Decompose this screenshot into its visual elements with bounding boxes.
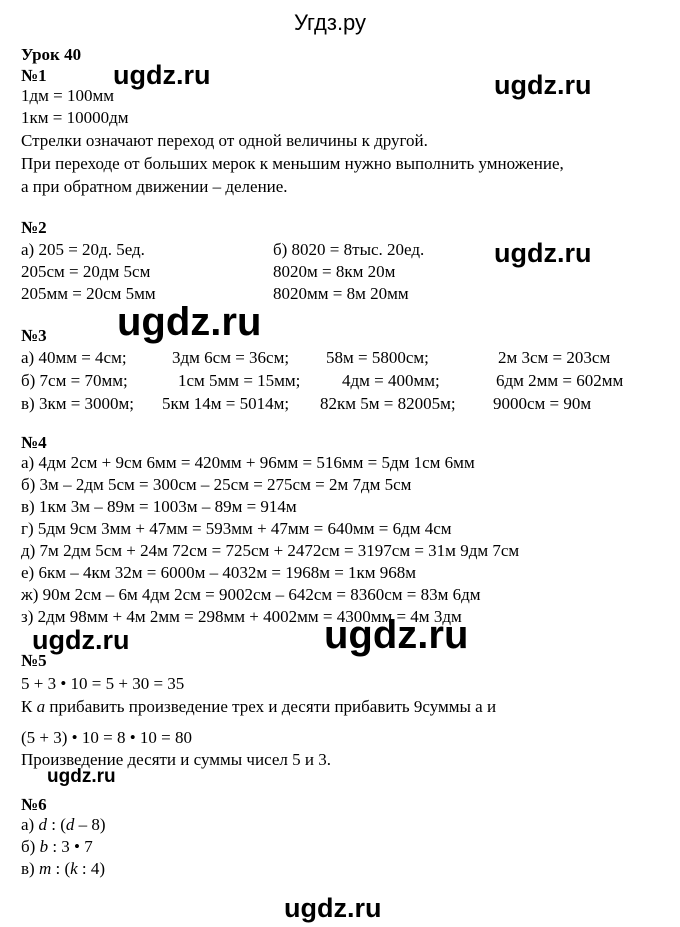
watermark: ugdz.ru xyxy=(324,613,469,657)
task-6-number: №6 xyxy=(21,795,47,814)
task-2-right: 8020м = 8км 20м xyxy=(273,262,396,281)
task-3-cell: а) 40мм = 4см; xyxy=(21,348,127,367)
variable-d: d xyxy=(65,815,75,834)
task-4-line: е) 6км – 4км 32м = 6000м – 4032м = 1968м = 1км 968м xyxy=(21,563,417,582)
task-5-text: прибавить произведение трех и десяти прибавить 9суммы а и xyxy=(45,697,497,716)
task-3-cell: 4дм = 400мм; xyxy=(342,371,440,390)
watermark: ugdz.ru xyxy=(117,300,262,344)
task-5-line: (5 + 3) • 10 = 8 • 10 = 80 xyxy=(21,728,192,747)
task-2-left: 205см = 20дм 5см xyxy=(21,262,151,281)
watermark: ugdz.ru xyxy=(494,70,592,100)
task-3-cell: 6дм 2мм = 602мм xyxy=(496,371,624,390)
item-label: а) xyxy=(21,815,39,834)
variable-b: b xyxy=(39,837,49,856)
task-6-item-a xyxy=(21,815,106,835)
item-label: б) xyxy=(21,837,40,856)
variable-a: a xyxy=(36,697,46,716)
expression-part: : 3 • 7 xyxy=(48,837,93,856)
site-title: Угдз.ру xyxy=(294,10,367,35)
task-4-line: ж) 90м 2см – 6м 4дм 2см = 9002см – 642см = 8360см = 83м 6дм xyxy=(21,585,481,604)
expression-part: – 8) xyxy=(74,815,106,834)
task-4-line: г) 5дм 9см 3мм + 47мм = 593мм + 47мм = 640мм = 6дм 4см xyxy=(21,519,452,538)
task-2-left: а) 205 = 20д. 5ед. xyxy=(21,240,145,259)
item-label: в) xyxy=(21,859,39,878)
expression-part: : 4) xyxy=(77,859,106,878)
task-5-text: К xyxy=(21,697,37,716)
expression-part: : ( xyxy=(51,859,71,878)
task-4-line: в) 1км 3м – 89м = 1003м – 89м = 914м xyxy=(21,497,297,516)
lesson-title: Урок 40 xyxy=(21,45,82,64)
task-4-line: з) 2дм 98мм + 4м 2мм = 298мм + 4002мм = 4300мм = 4м 3дм xyxy=(21,607,462,626)
task-3-cell: 3дм 6см = 36см; xyxy=(172,348,290,367)
task-6-item-c xyxy=(21,859,105,879)
task-1-line: 1км = 10000дм xyxy=(21,108,129,127)
task-1-number: №1 xyxy=(21,66,47,85)
task-3-cell: 2м 3см = 203см xyxy=(498,348,611,367)
task-1-line: При переходе от больших мерок к меньшим нужно выполнить умножение, xyxy=(21,154,564,173)
task-4-line: д) 7м 2дм 5см + 24м 72см = 725см + 2472см = 3197см = 31м 9дм 7см xyxy=(21,541,520,560)
watermark: ugdz.ru xyxy=(113,60,211,90)
task-5-line: Произведение десяти и суммы чисел 5 и 3. xyxy=(21,750,331,769)
watermark: ugdz.ru xyxy=(47,766,116,787)
task-3-cell: б) 7см = 70мм; xyxy=(21,371,128,390)
task-5-line: 5 + 3 • 10 = 5 + 30 = 35 xyxy=(21,674,185,693)
task-1-line: Стрелки означают переход от одной величины к другой. xyxy=(21,131,428,150)
task-3-cell: 82км 5м = 82005м; xyxy=(320,394,456,413)
task-2-left: 205мм = 20см 5мм xyxy=(21,284,156,303)
task-5-number: №5 xyxy=(21,651,47,670)
variable-m: m xyxy=(38,859,52,878)
watermark: ugdz.ru xyxy=(494,238,592,268)
task-3-cell: 58м = 5800см; xyxy=(326,348,429,367)
watermark: ugdz.ru xyxy=(32,625,130,655)
task-1-line: 1дм = 100мм xyxy=(21,86,115,105)
task-2-right: б) 8020 = 8тыс. 20ед. xyxy=(273,240,425,259)
task-3-number: №3 xyxy=(21,326,47,345)
task-4-number: №4 xyxy=(21,433,47,452)
expression-part: : ( xyxy=(46,815,66,834)
task-3-cell: 5км 14м = 5014м; xyxy=(162,394,290,413)
variable-d: d xyxy=(38,815,47,834)
task-4-line: а) 4дм 2см + 9см 6мм = 420мм + 96мм = 516мм = 5дм 1см 6мм xyxy=(21,453,475,472)
task-3-cell: 1см 5мм = 15мм; xyxy=(178,371,301,390)
task-2-number: №2 xyxy=(21,218,47,237)
task-2-right: 8020мм = 8м 20мм xyxy=(273,284,409,303)
variable-k: k xyxy=(70,859,78,878)
task-3-cell: в) 3км = 3000м; xyxy=(21,394,135,413)
task-6-item-b xyxy=(21,837,93,857)
task-5-line xyxy=(21,697,496,717)
task-1-line: а при обратном движении – деление. xyxy=(21,177,288,196)
watermark: ugdz.ru xyxy=(284,893,382,923)
task-3-cell: 9000см = 90м xyxy=(493,394,592,413)
task-4-line: б) 3м – 2дм 5см = 300см – 25см = 275см = 2м 7дм 5см xyxy=(21,475,412,494)
